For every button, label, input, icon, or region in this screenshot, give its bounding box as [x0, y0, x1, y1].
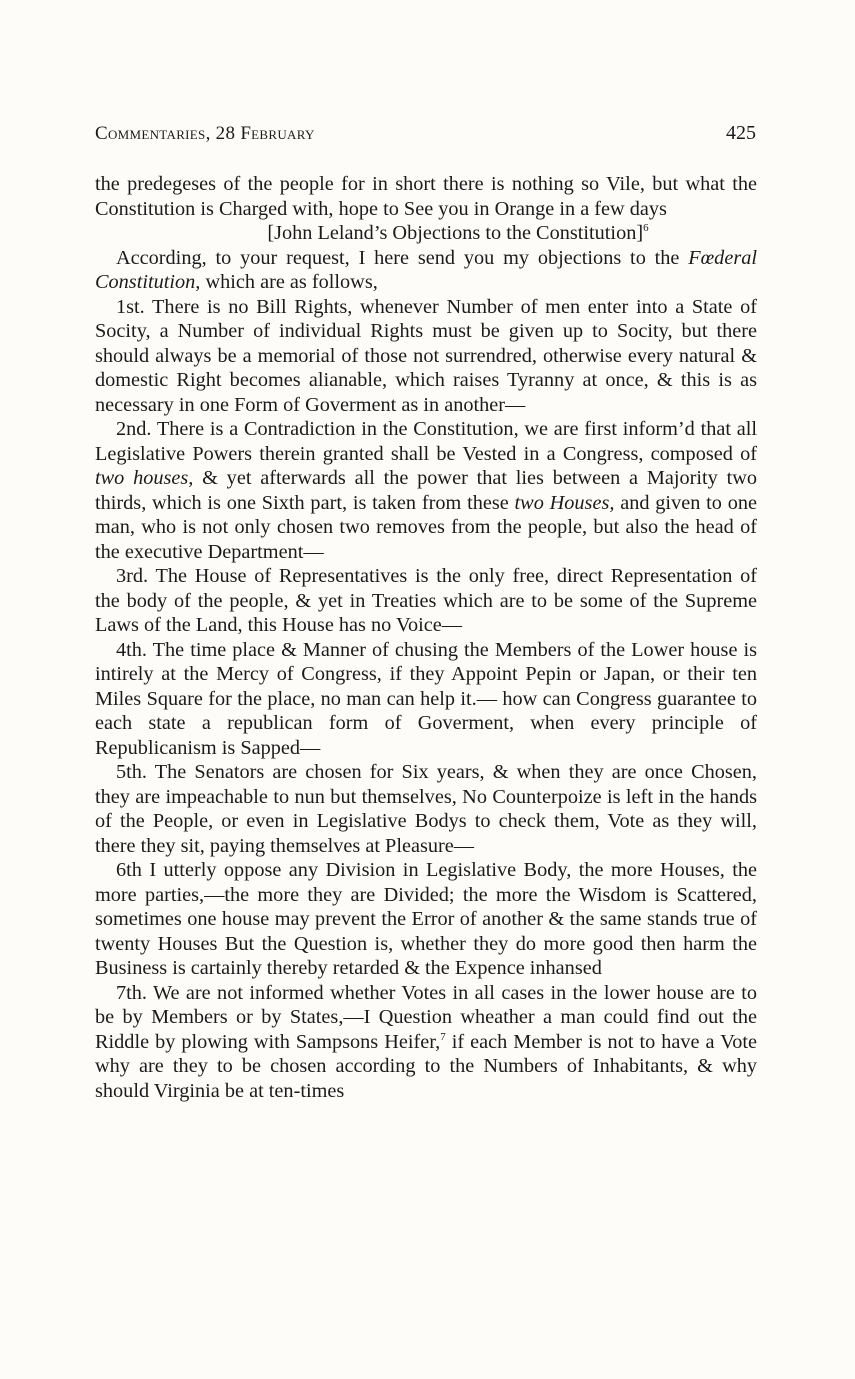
objection-1: 1st. There is no Bill Rights, whenever Number of men enter into a State of Socity, a Number of individual Rights must be given up to Socity, but there should always be a memorial of those not surrendred, otherwise every natural & domestic Right becomes alianable, which raises Tyranny at once, & this is as necessary in one Form of Goverment as in another— [95, 295, 757, 416]
intro-text-1: According, to your request, I here send you my objections to the [116, 246, 689, 269]
page-number: 425 [726, 122, 756, 144]
objection-7 [95, 981, 757, 1104]
intro-emphasis: Fœderal Constitution, [95, 246, 757, 293]
objection-3: 3rd. The House of Representatives is the only free, direct Representation of the body of the people, & yet in Treaties which are to be some of the Supreme Laws of the Land, this House has no Voice— [95, 565, 757, 636]
running-head: Commentaries, 28 February [95, 123, 315, 144]
section-title [95, 221, 757, 246]
objection-6: 6th I utterly oppose any Division in Legislative Body, the more Houses, the more parties,—the more they are Divided; the more the Wisdom is Scattered, sometimes one house may prevent the Error of another & the same stands true of twenty Houses But the Question is, whether they do more good then harm the Business is cartainly thereby retarded & the Expence inhansed [95, 859, 757, 979]
objection-2-emphasis-1: two houses, [95, 467, 194, 489]
objection-7-text-2: if each Member is not to have a Vote why are they to be chosen according to the Numbers of Inhabitants, & why should Virginia be at ten-times [95, 1030, 757, 1102]
document-body [95, 172, 757, 1103]
objection-2-text-1: 2nd. There is a Contradiction in the Constitution, we are first inform’d that all Legislative Powers therein granted shall be Vested in a Congress, composed of [95, 418, 757, 465]
page-header [95, 122, 756, 150]
objection-2 [95, 417, 757, 564]
continuation-paragraph: the predegeses of the people for in short there is nothing so Vile, but what the Constitution is Charged with, hope to See you in Orange in a few days [95, 173, 757, 220]
objection-5: 5th. The Senators are chosen for Six years, & when they are once Chosen, they are impeachable to nun but themselves, No Counterpoize is left in the hands of the People, or even in Legislative Bodys to check them, Vote as they will, there they sit, paying themselves at Pleasure— [95, 761, 757, 857]
section-title-text: [John Leland’s Objections to the Constitution] [267, 222, 644, 244]
intro-text-2: which are as follows, [200, 271, 378, 293]
objection-2-text-2: & yet afterwards all the power that lies between a Majority two thirds, which is one Sixth part, is taken from these [95, 467, 757, 514]
objection-7-text-1: 7th. We are not informed whether Votes in all cases in the lower house are to be by Members or by States,—I Question wheather a man could find out the Riddle by plowing with Sampsons Heifer, [95, 981, 757, 1053]
objection-4: 4th. The time place & Manner of chusing the Members of the Lower house is intirely at the Mercy of Congress, if they Appoint Pepin or Japan, or their ten Miles Square for the place, no man can help it.— how can Congress guarantee to each state a republican form of Goverment, when every principle of Republicanism is Sapped— [95, 638, 757, 759]
intro-paragraph [95, 246, 757, 295]
objection-2-emphasis-2: two Houses, [514, 491, 615, 514]
objection-2-text-3: and given to one man, who is not only chosen two removes from the people, but also the head of the executive Department— [95, 491, 757, 563]
footnote-ref-6: 6 [643, 222, 649, 235]
footnote-ref-7: 7 [440, 1030, 446, 1043]
